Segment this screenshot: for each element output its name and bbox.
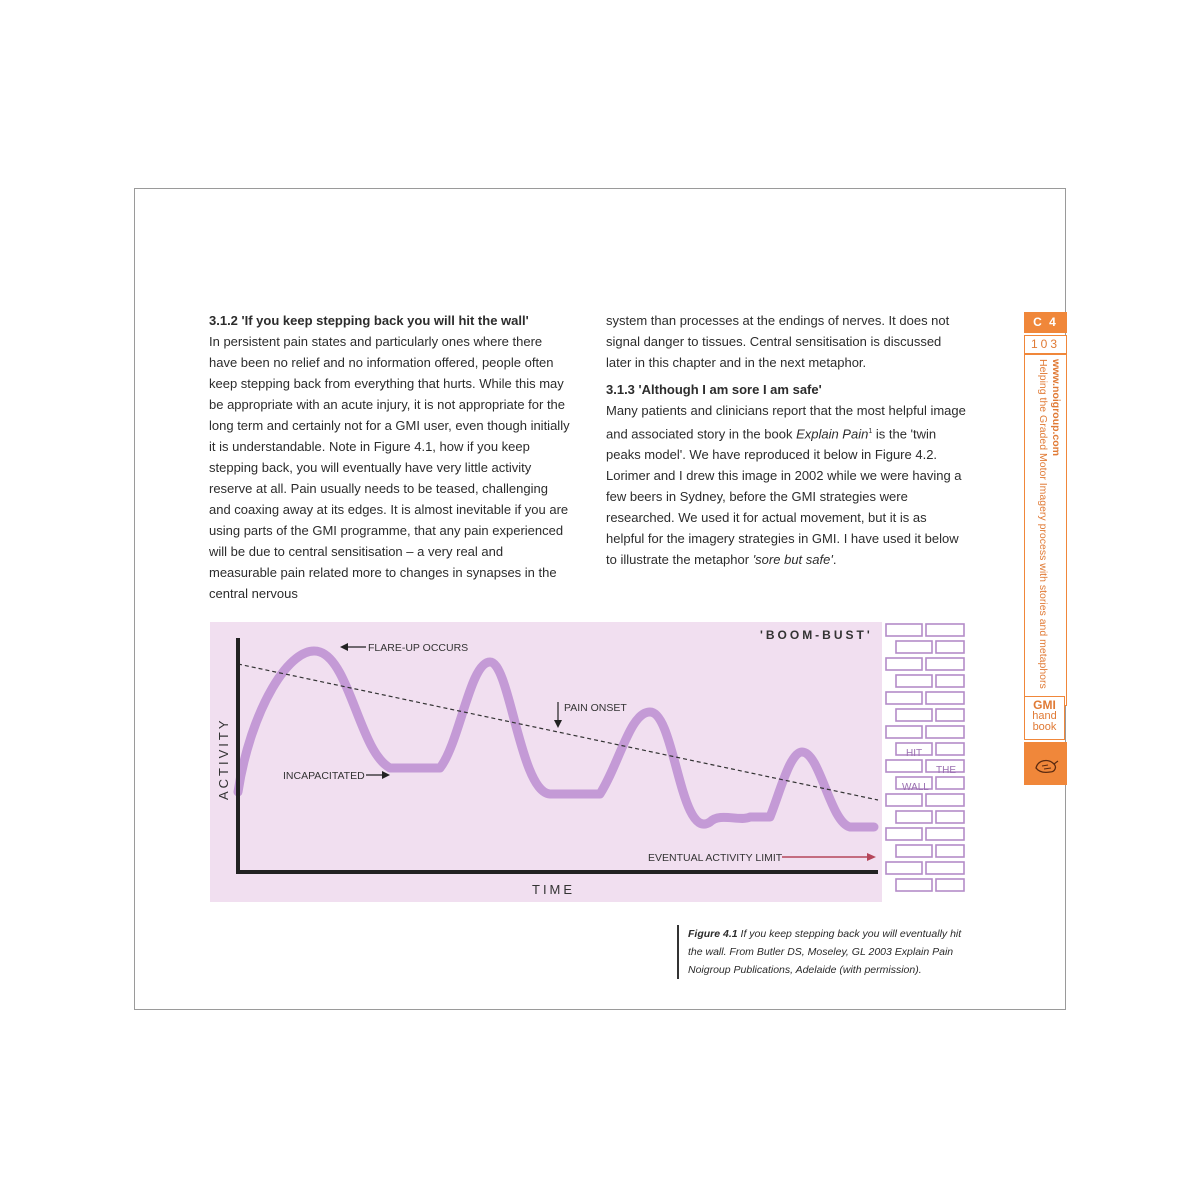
brain-logo: [1024, 742, 1067, 785]
y-axis-label: ACTIVITY: [216, 717, 231, 800]
tab-strip: [1024, 354, 1067, 706]
hand-label: hand: [1032, 710, 1057, 722]
reference-marker: 1: [868, 428, 873, 435]
right-body-part1: Many patients and clinicians report that the most helpful image and associated story in the book: [606, 403, 966, 442]
brain-logo-icon: [1024, 742, 1067, 785]
right-continued-text: system than processes at the endings of nerves. It does not signal danger to tissues. Central sensitisation is discussed later in this chapter and in the next metaphor.: [606, 313, 950, 370]
eventual-limit-label: EVENTUAL ACTIVITY LIMIT: [648, 852, 783, 864]
wall-label-hit: HIT: [906, 748, 923, 759]
figure-background: [210, 622, 966, 902]
incapacitated-label: INCAPACITATED: [283, 770, 365, 782]
caption-text: If you keep stepping back you will eventually hit the wall. From Butler DS, Moseley, GL 2003 Explain Pain Noigroup Publications, Adelaide (with permission).: [688, 928, 962, 976]
book-title: Explain Pain: [796, 426, 869, 442]
gmi-handbook-label: [1024, 696, 1065, 740]
tab-vertical-text: [1030, 359, 1062, 701]
section-heading-3-1-2: 3.1.2 'If you keep stepping back you will hit the wall': [209, 313, 529, 328]
pain-onset-label: PAIN ONSET: [564, 702, 627, 714]
left-column: [209, 310, 571, 604]
wall-label-wall: WALL: [902, 782, 929, 793]
flare-up-label: FLARE-UP OCCURS: [368, 642, 469, 654]
chapter-side-tab: [1024, 312, 1067, 785]
right-column: [606, 310, 968, 570]
figure-caption: [677, 925, 978, 979]
wall-label-the: THE: [936, 765, 956, 776]
boom-bust-figure: [210, 622, 966, 902]
x-axis-label: TIME: [532, 882, 576, 897]
section-heading-3-1-3: 3.1.3 'Although I am sore I am safe': [606, 382, 822, 397]
book-subtitle: Helping the Graded Motor Imagery process with stories and metaphors: [1037, 359, 1049, 689]
caption-label: Figure 4.1: [688, 928, 738, 940]
chapter-label: C 4: [1024, 312, 1067, 333]
right-body-part2: is the 'twin peaks model'. We have reproduced it below in Figure 4.2. Lorimer and I drew this image in 2002 while we were having a few beers in Sydney, before the GMI strategies were researched. We used it for actual movement, but it is as helpful for the imagery strategies in GMI. I have used it below to illustrate the metaphor: [606, 426, 962, 568]
boom-bust-diagram: [210, 622, 966, 902]
right-body-end: .: [832, 552, 837, 568]
gmi-label: GMI: [1033, 698, 1056, 712]
website-url: www.noigroup.com: [1050, 359, 1062, 457]
figure-title: 'BOOM-BUST': [760, 628, 873, 642]
left-body-text: In persistent pain states and particularly ones where there have been no relief and no information offered, people often keep stepping back from everything that hurts. While this may be appropriate with an acute injury, it is not appropriate for the long term and certainly not for a GMI user, even though initially it is understandable. Note in Figure 4.1, how if you keep stepping back, you will eventually have very little activity reserve at all. Pain usually needs to be teased, challenging and coaxing away at its edges. It is almost inevitable if you are using parts of the GMI programme, that any pain experienced will be due to central sensitisation – a very real and measurable pain related more to changes in synapses in the central nervous: [209, 334, 570, 601]
book-label: book: [1032, 721, 1057, 733]
right-body-text: [606, 400, 968, 570]
metaphor-phrase: 'sore but safe': [752, 552, 833, 568]
page-number: 103: [1024, 335, 1067, 354]
